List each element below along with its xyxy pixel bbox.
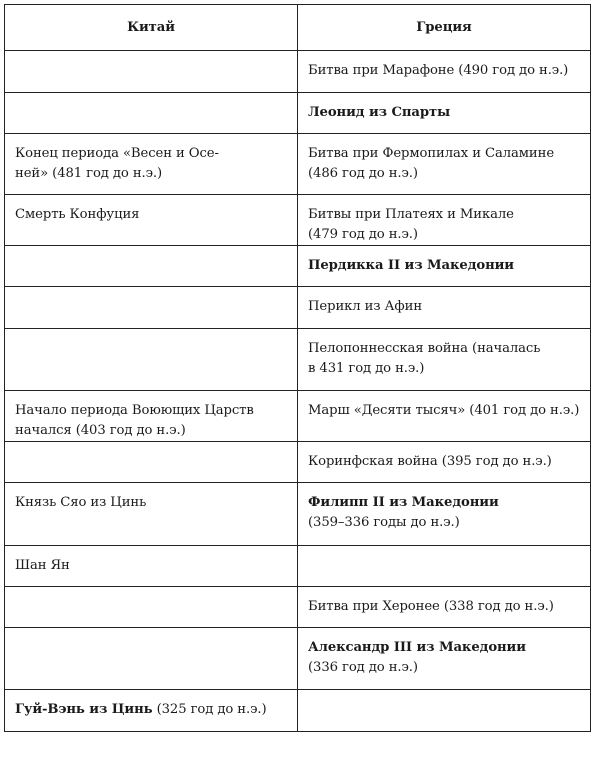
cell-text: (486 год до н.э.) <box>308 166 418 181</box>
cell-china <box>5 442 298 483</box>
cell-greece <box>298 195 591 246</box>
cell-text: Смерть Конфуция <box>15 207 140 222</box>
cell-line <box>308 339 582 359</box>
table-row <box>5 93 591 134</box>
cell-greece <box>298 628 591 690</box>
cell-text: (479 год до н.э.) <box>308 227 418 242</box>
cell-greece <box>298 442 591 483</box>
cell-line <box>15 401 289 421</box>
table-row <box>5 51 591 93</box>
cell-line <box>308 164 582 184</box>
cell-line <box>308 225 582 245</box>
column-header-china: Китай <box>5 5 298 51</box>
cell-china <box>5 246 298 287</box>
person-name: Пердикка II из Македонии <box>308 258 514 273</box>
cell-china <box>5 51 298 93</box>
cell-text: Битвы при Платеях и Микале <box>308 207 514 222</box>
cell-text: в 431 год до н.э.) <box>308 361 425 376</box>
cell-greece <box>298 391 591 442</box>
cell-line <box>308 256 582 276</box>
cell-line <box>308 359 582 379</box>
cell-text: (325 год до н.э.) <box>152 702 267 717</box>
table-row <box>5 483 591 546</box>
cell-line <box>308 297 582 317</box>
table-row <box>5 628 591 690</box>
column-header-greece: Греция <box>298 5 591 51</box>
cell-china <box>5 391 298 442</box>
cell-greece <box>298 287 591 329</box>
cell-text: Начало периода Воюющих Царств <box>15 403 254 418</box>
cell-greece <box>298 134 591 195</box>
cell-greece <box>298 51 591 93</box>
cell-line <box>308 401 582 421</box>
cell-china <box>5 628 298 690</box>
table-row <box>5 287 591 329</box>
table-row <box>5 442 591 483</box>
cell-china <box>5 134 298 195</box>
cell-line <box>308 144 582 164</box>
person-name: Леонид из Спарты <box>308 105 451 120</box>
cell-text: Коринфская война (395 год до н.э.) <box>308 454 552 469</box>
cell-line <box>308 597 582 617</box>
table-row <box>5 195 591 246</box>
cell-text: Битва при Марафоне (490 год до н.э.) <box>308 63 569 78</box>
person-name: Гуй-Вэнь из Цинь <box>15 702 153 717</box>
cell-china <box>5 546 298 587</box>
cell-text: (359–336 годы до н.э.) <box>308 515 460 530</box>
person-name: Филипп II из Македонии <box>308 495 499 510</box>
cell-line <box>308 103 582 123</box>
cell-line <box>308 658 582 678</box>
cell-china <box>5 287 298 329</box>
table-row <box>5 690 591 732</box>
cell-text: Конец периода «Весен и Осе- <box>15 146 219 161</box>
table-body <box>5 51 591 732</box>
cell-china <box>5 93 298 134</box>
cell-text: Марш «Десяти тысяч» (401 год до н.э.) <box>308 403 580 418</box>
cell-text: ней» (481 год до н.э.) <box>15 166 163 181</box>
cell-china <box>5 690 298 732</box>
timeline-table <box>4 4 591 732</box>
cell-greece <box>298 329 591 391</box>
cell-line <box>308 493 582 513</box>
cell-text: Пелопоннесская война (началась <box>308 341 541 356</box>
cell-text: Шан Ян <box>15 558 70 573</box>
cell-china <box>5 587 298 628</box>
cell-line <box>308 638 582 658</box>
cell-china <box>5 329 298 391</box>
cell-greece <box>298 93 591 134</box>
cell-text: Перикл из Афин <box>308 299 423 314</box>
cell-text: Битва при Фермопилах и Саламине <box>308 146 555 161</box>
cell-line <box>308 513 582 533</box>
table-header-row <box>5 5 591 51</box>
table-row <box>5 329 591 391</box>
cell-line <box>15 493 289 513</box>
cell-line <box>15 421 289 441</box>
cell-china <box>5 195 298 246</box>
cell-line <box>308 61 582 81</box>
cell-text: Князь Сяо из Цинь <box>15 495 147 510</box>
cell-greece <box>298 587 591 628</box>
cell-china <box>5 483 298 546</box>
cell-greece <box>298 690 591 732</box>
person-name: Александр III из Македонии <box>308 640 526 655</box>
cell-line <box>15 205 289 225</box>
cell-line <box>15 144 289 164</box>
cell-greece <box>298 483 591 546</box>
table-row <box>5 587 591 628</box>
cell-line <box>308 452 582 472</box>
cell-line <box>15 556 289 576</box>
cell-text: (336 год до н.э.) <box>308 660 418 675</box>
table-row <box>5 391 591 442</box>
table-row <box>5 246 591 287</box>
cell-greece <box>298 246 591 287</box>
cell-greece <box>298 546 591 587</box>
cell-text: Битва при Херонее (338 год до н.э.) <box>308 599 554 614</box>
cell-text: начался (403 год до н.э.) <box>15 423 186 438</box>
cell-line <box>308 205 582 225</box>
table-row <box>5 546 591 587</box>
cell-line <box>15 700 289 720</box>
cell-line <box>15 164 289 184</box>
table-row <box>5 134 591 195</box>
